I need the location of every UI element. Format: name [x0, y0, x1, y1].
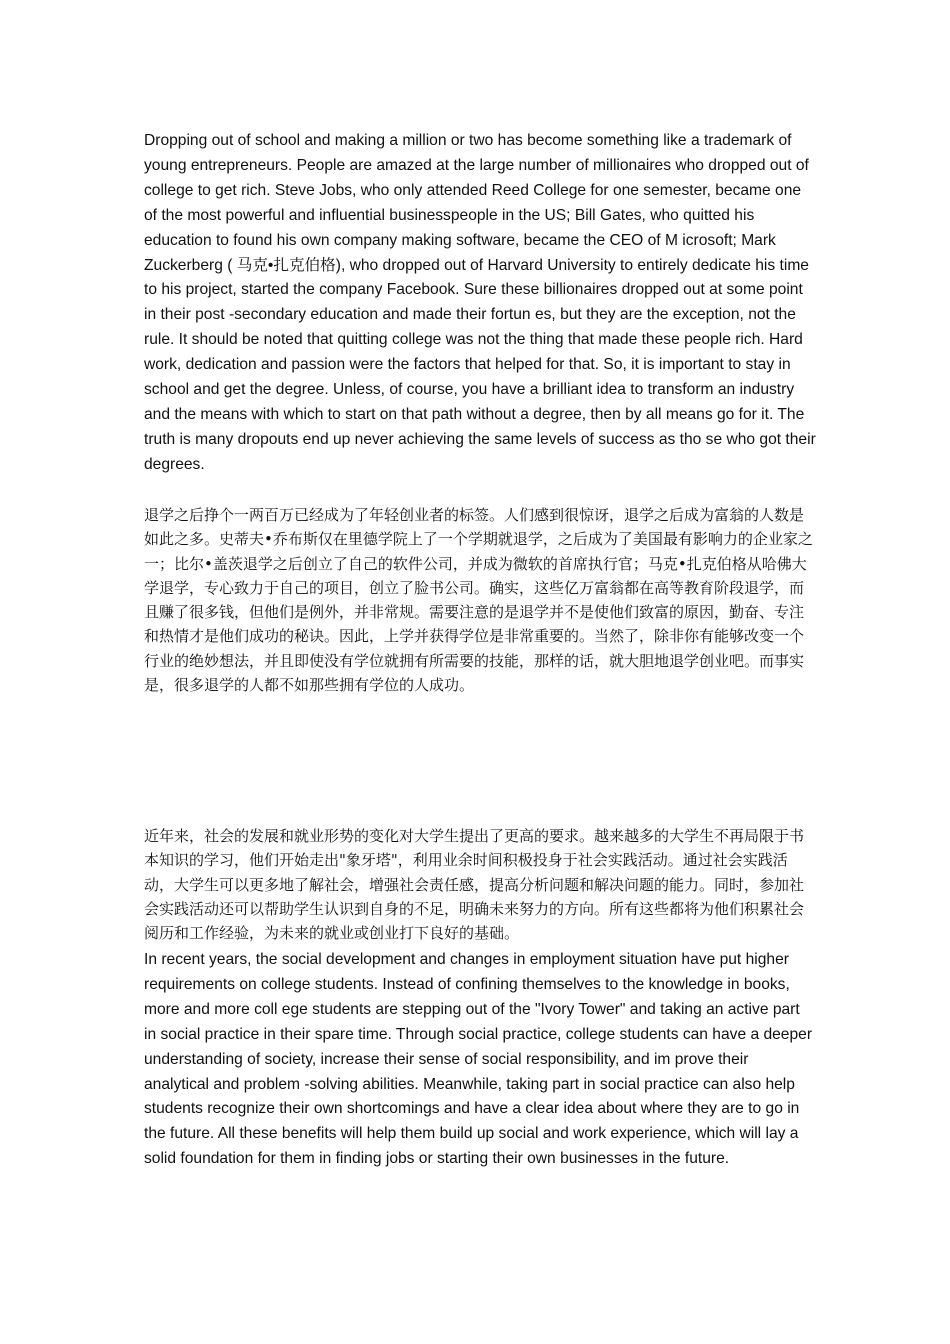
- paragraph-social-practice-chinese: 近年来，社会的发展和就业形势的变化对大学生提出了更高的要求。越来越多的大学生不再局限于书本知识的学习，他们开始走出"象牙塔"，利用业余时间积极投身于社会实践活动。通过社会实践活动，大学生可以更多地了解社会，增强社会责任感，提高分析问题和解决问题的能力。同时，参加社会实践活动还可以帮助学生认识到自身的不足，明确未来努力的方向。所有这些都将为他们积累社会阅历和工作经验，为未来的就业或创业打下良好的基础。: [144, 827, 805, 943]
- paragraph-social-practice-english: In recent years, the social development and changes in employment situation have put higher requirements on college students. Instead of confining themselves to the knowledge in books, more and more coll ege students are stepping out of the "Ivory Tower" and taking an active part in social practice in their spare time. Through social practice, college students can have a deeper understanding of society, increase their sense of social responsibility, and im prove their analytical and problem -solving abilities. Meanwhile, taking part in social practice can also help students recognize their own shortcomings and have a clear idea about where they are to go in the future. All these benefits will help them build up social and work experience, which will lay a solid foundation for them in finding jobs or starting their own businesses in the future.: [144, 951, 813, 1168]
- paragraph-dropouts-english: Dropping out of school and making a million or two has become something like a trademark of young entrepreneurs. People are amazed at the large number of millionaires who dropped out of college to get rich. Steve Jobs, who only attended Reed College for one semester, became one of the most powerful and influential businesspeople in the US; Bill Gates, who quitted his education to found his own company making software, became the CEO of M icrosoft; Mark Zuckerberg ( 马克•扎克伯格), who dropped out of Harvard University to entirely dedicate his time to his project, started the company Facebook. Sure these billionaires dropped out at some point in their post -secondary education and made their fortun es, but they are the exception, not the rule. It should be noted that quitting college was not the thing that made these people rich. Hard work, dedication and passion were the factors that helped for that. So, it is important to stay in school and get the degree. Unless, of course, you have a brilliant idea to transform an industry and the means with which to start on that path without a degree, then by all means go for it. The truth is many dropouts end up never achieving the same levels of success as tho se who got their degrees.: [144, 132, 816, 473]
- paragraph-dropouts-chinese: 退学之后挣个一两百万已经成为了年轻创业者的标签。人们感到很惊讶，退学之后成为富翁的人数是如此之多。史蒂夫•乔布斯仅在里德学院上了一个学期就退学，之后成为了美国最有影响力的企业家之一；比尔•盖茨退学之后创立了自己的软件公司，并成为微软的首席执行官；马克•扎克伯格从哈佛大学退学，专心致力于自己的项目，创立了脸书公司。确实，这些亿万富翁都在高等教育阶段退学，而且赚了很多钱，但他们是例外，并非常规。需要注意的是退学并不是使他们致富的原因，勤奋、专注和热情才是他们成功的秘诀。因此，上学并获得学位是非常重要的。当然了，除非你有能够改变一个行业的绝妙想法，并且即使没有学位就拥有所需要的技能，那样的话，就大胆地退学创业吧。而事实是，很多退学的人都不如那些拥有学位的人成功。: [144, 506, 813, 695]
